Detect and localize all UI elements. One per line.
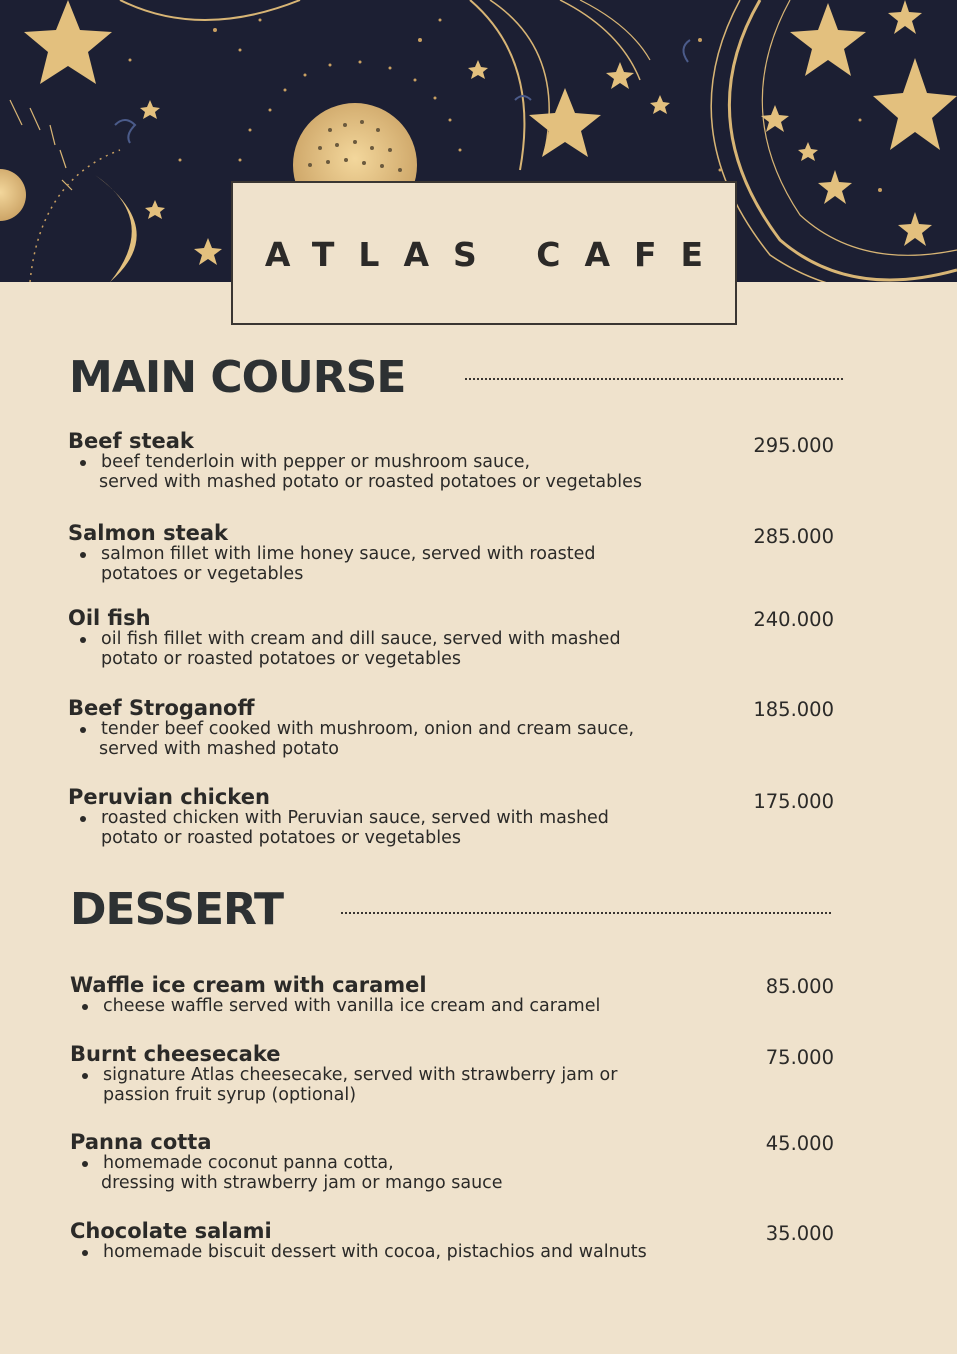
menu-item-price: 285.000 bbox=[753, 525, 834, 548]
section-divider bbox=[465, 378, 843, 380]
menu-item-description: beef tenderloin with pepper or mushroom sauce, served with mashed potato or roasted potatoes or vegetables bbox=[68, 452, 848, 492]
menu-item-description: tender beef cooked with mushroom, onion and cream sauce, served with mashed potato bbox=[68, 719, 848, 759]
dessert-heading: DESSERT bbox=[70, 884, 283, 935]
menu-item bbox=[70, 1129, 850, 1193]
menu-item-description: roasted chicken with Peruvian sauce, served with mashed potato or roasted potatoes or vegetables bbox=[68, 808, 848, 848]
menu-item bbox=[68, 695, 848, 759]
menu-item-price: 45.000 bbox=[765, 1132, 834, 1155]
menu-item-price: 185.000 bbox=[753, 698, 834, 721]
section-divider bbox=[341, 912, 831, 914]
star-icon bbox=[529, 88, 601, 157]
star-icon bbox=[873, 58, 957, 150]
menu-item bbox=[68, 605, 848, 669]
menu-item-price: 175.000 bbox=[753, 790, 834, 813]
menu-item bbox=[70, 972, 850, 1016]
menu-item-description: signature Atlas cheesecake, served with strawberry jam or passion fruit syrup (optional) bbox=[70, 1065, 850, 1105]
title-box bbox=[231, 181, 737, 325]
menu-item-description: homemade coconut panna cotta, dressing with strawberry jam or mango sauce bbox=[70, 1153, 850, 1193]
star-icon bbox=[24, 0, 112, 84]
menu-item-name: Peruvian chicken bbox=[68, 785, 270, 809]
menu-item bbox=[68, 784, 848, 848]
sun-icon bbox=[0, 100, 72, 221]
menu-item-description: salmon fillet with lime honey sauce, served with roasted potatoes or vegetables bbox=[68, 544, 848, 584]
crescent-moon-icon bbox=[95, 175, 137, 282]
menu-item-price: 75.000 bbox=[765, 1046, 834, 1069]
menu-item-name: Waffle ice cream with caramel bbox=[70, 973, 427, 997]
menu-item-price: 85.000 bbox=[765, 975, 834, 998]
menu-item-name: Burnt cheesecake bbox=[70, 1042, 281, 1066]
menu-item bbox=[68, 520, 848, 584]
menu-item-price: 35.000 bbox=[765, 1222, 834, 1245]
menu-item bbox=[70, 1041, 850, 1105]
star-icon bbox=[790, 3, 866, 76]
menu-item-description: oil fish fillet with cream and dill sauce, served with mashed potato or roasted potatoes or vegetables bbox=[68, 629, 848, 669]
menu-item-description: cheese waffle served with vanilla ice cream and caramel bbox=[70, 996, 850, 1016]
menu-item-name: Beef Stroganoff bbox=[68, 696, 255, 720]
menu-item bbox=[68, 428, 848, 492]
menu-item-name: Chocolate salami bbox=[70, 1219, 272, 1243]
menu-item-name: Oil fish bbox=[68, 606, 151, 630]
menu-item bbox=[70, 1218, 850, 1262]
main-course-heading: MAIN COURSE bbox=[69, 352, 406, 403]
menu-item-price: 295.000 bbox=[753, 434, 834, 457]
menu-item-name: Salmon steak bbox=[68, 521, 228, 545]
menu-item-name: Beef steak bbox=[68, 429, 194, 453]
menu-item-description: homemade biscuit dessert with cocoa, pistachios and walnuts bbox=[70, 1242, 850, 1262]
menu-item-name: Panna cotta bbox=[70, 1130, 212, 1154]
menu-item-price: 240.000 bbox=[753, 608, 834, 631]
cafe-title: ATLAS CAFE bbox=[264, 234, 728, 274]
